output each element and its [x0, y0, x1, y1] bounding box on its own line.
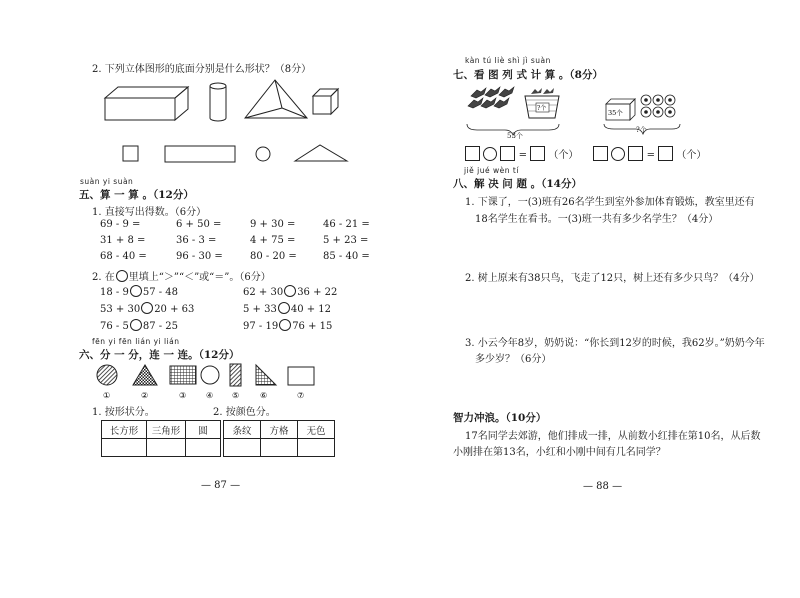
answer-box[interactable]	[593, 146, 608, 161]
box-label: 35个	[608, 109, 623, 117]
compare-circle[interactable]	[130, 285, 142, 297]
compare-circle[interactable]	[141, 302, 153, 314]
base-shapes	[115, 142, 355, 166]
answer-box[interactable]	[628, 146, 643, 161]
problem-3-line-2: 多少岁？（6分）	[475, 354, 552, 365]
calc-item: 85 - 40 =	[323, 251, 370, 262]
table-header: 圆	[186, 421, 221, 439]
section-6-q1: 1. 按形状分。	[92, 407, 155, 418]
compare-left: 18 - 9	[100, 287, 129, 298]
shape-number: ⑦	[297, 391, 305, 400]
shape-number: ⑤	[232, 391, 240, 400]
patterned-shapes	[90, 363, 330, 403]
unit-label: （个）	[676, 150, 707, 161]
plain-circle	[201, 366, 219, 384]
compare-left: 76 - 5	[100, 321, 129, 332]
compare-right: 36 + 22	[297, 287, 338, 298]
calc-item: 46 - 21 =	[323, 219, 370, 230]
cylinder-figure	[210, 83, 226, 121]
shape-number: ①	[103, 391, 111, 400]
section-7-title: 七、看 图 列 式 计 算 。（8分）	[453, 69, 603, 81]
section-6-title: 六、分 一 分，连 一 连。（12分）	[79, 349, 240, 361]
calc-item: 9 + 30 =	[250, 219, 296, 230]
calc-item: 80 - 20 =	[250, 251, 297, 262]
answer-box[interactable]	[530, 146, 545, 161]
section-8-title: 八、解 决 问 题 。（14分）	[453, 178, 582, 190]
operator-circle[interactable]	[611, 147, 625, 161]
plain-rectangle	[288, 367, 314, 385]
shape-number: ④	[206, 391, 214, 400]
shape-number: ⑥	[260, 391, 268, 400]
basket-label: ?个	[537, 105, 547, 112]
page-number-left: — 87 —	[201, 480, 241, 491]
compare-right: 20 + 63	[154, 304, 195, 315]
calc-item: 5 + 23 =	[323, 235, 369, 246]
compare-row	[100, 319, 332, 332]
equation-row-1: = （个）	[465, 146, 578, 161]
compare-circle[interactable]	[130, 319, 142, 331]
shape-classify-table	[101, 420, 221, 457]
section-6-pinyin: fēn yi fēn lián yi lián	[92, 337, 180, 346]
compare-right: 57 - 48	[142, 287, 179, 298]
cube-figure	[313, 89, 338, 114]
compare-circle[interactable]	[278, 302, 290, 314]
calc-item: 36 - 3 =	[176, 235, 217, 246]
basket-icon	[525, 88, 559, 118]
compare-left: 97 - 19	[243, 321, 279, 332]
color-classify-table	[223, 420, 335, 457]
rectangle-shape	[165, 146, 235, 162]
problem-3-line-1: 3. 小云今年8岁，奶奶说：“你长到12岁的时候，我62岁。”奶奶今年	[465, 338, 765, 349]
table-cell[interactable]	[186, 439, 221, 457]
circle-blank-icon	[116, 270, 128, 282]
square-shape	[123, 146, 138, 161]
compare-left: 5 + 33	[243, 304, 277, 315]
compare-right: 40 + 12	[290, 304, 332, 315]
compare-right: 87 - 25	[142, 321, 179, 332]
table-header: 三角形	[147, 421, 186, 439]
section-8-pinyin: jiě jué wèn tí	[464, 166, 519, 175]
answer-box[interactable]	[658, 146, 673, 161]
calc-row	[100, 235, 368, 246]
problem-1-line-2: 18名学生在看书。一(3)班一共有多少名学生？（4分）	[475, 214, 719, 225]
striped-circle	[97, 365, 117, 385]
table-header: 方格	[261, 421, 298, 439]
cuboid-figure	[105, 87, 188, 120]
equation-row-2: = （个）	[593, 146, 706, 161]
compare-row	[100, 302, 331, 315]
answer-box[interactable]	[500, 146, 515, 161]
table-cell[interactable]	[147, 439, 186, 457]
compare-circle[interactable]	[279, 319, 291, 331]
compare-left: 53 + 30	[100, 304, 141, 315]
calc-row	[100, 219, 370, 230]
grid-rectangle	[170, 366, 196, 384]
compare-circle[interactable]	[284, 285, 296, 297]
problem-1-line-1: 1. 下课了，一(3)班有26名学生到室外参加体育锻炼，教室里还有	[465, 197, 755, 208]
compare-grid	[100, 285, 380, 345]
calc-item: 68 - 40 =	[100, 251, 147, 262]
grid-triangle	[256, 365, 276, 385]
shape-number: ③	[179, 391, 187, 400]
unit-label: （个）	[548, 150, 579, 161]
total-label: 53个	[507, 132, 523, 140]
table-cell[interactable]	[102, 439, 147, 457]
section-5-q2	[92, 268, 271, 283]
section-7-pinyin: kàn tú liè shì jì suàn	[465, 56, 551, 65]
table-header: 无色	[298, 421, 335, 439]
section-6-q2: 2. 按颜色分。	[213, 407, 276, 418]
circle-shape	[256, 147, 270, 161]
calc-item: 31 + 8 =	[100, 235, 146, 246]
compare-right: 76 + 15	[292, 321, 333, 332]
shape-number: ②	[141, 391, 149, 400]
table-header: 条纹	[224, 421, 261, 439]
section-5-q1: 1. 直接写出得数。（6分）	[92, 207, 207, 218]
triangle-shape	[295, 145, 347, 161]
pyramid-figure	[245, 80, 307, 118]
bonus-line-2: 小刚排在第13名，小红和小刚中间有几名同学？	[453, 447, 666, 458]
bonus-title: 智力冲浪。（10分）	[453, 412, 547, 424]
q2-prefix: 2. 在	[92, 272, 115, 283]
calc-item: 69 - 9 =	[100, 219, 141, 230]
unknown-label: ?个	[636, 126, 647, 134]
bonus-line-1: 17名同学去郊游，他们排成一排，从前数小红排在第10名，从后数	[465, 431, 761, 442]
striped-tall-rectangle	[230, 364, 241, 386]
answer-box[interactable]	[465, 146, 480, 161]
compare-row	[100, 285, 337, 298]
table-header: 长方形	[102, 421, 147, 439]
solid-figures	[100, 78, 360, 126]
page-number-right: — 88 —	[583, 481, 623, 492]
section-5-title: 五、算 一 算 。（12分）	[79, 189, 194, 201]
compare-left: 62 + 30	[243, 287, 284, 298]
operator-circle[interactable]	[483, 147, 497, 161]
q2-suffix: 里填上“＞”“＜”或“＝”。（6分）	[128, 272, 271, 283]
table-cell[interactable]	[261, 439, 298, 457]
checkered-triangle	[133, 365, 157, 385]
calc-row	[100, 251, 370, 262]
question-2-title: 2. 下列立体图形的底面分别是什么形状？（8分）	[92, 64, 312, 75]
table-cell[interactable]	[224, 439, 261, 457]
calc-item: 6 + 50 =	[176, 219, 222, 230]
table-cell[interactable]	[298, 439, 335, 457]
birds-group	[468, 87, 514, 108]
section-5-pinyin: suàn yi suàn	[80, 177, 134, 186]
calc-item: 96 - 30 =	[176, 251, 223, 262]
problem-2: 2. 树上原来有38只鸟，飞走了12只，树上还有多少只鸟？（4分）	[465, 273, 760, 284]
calc-item: 4 + 75 =	[250, 235, 296, 246]
